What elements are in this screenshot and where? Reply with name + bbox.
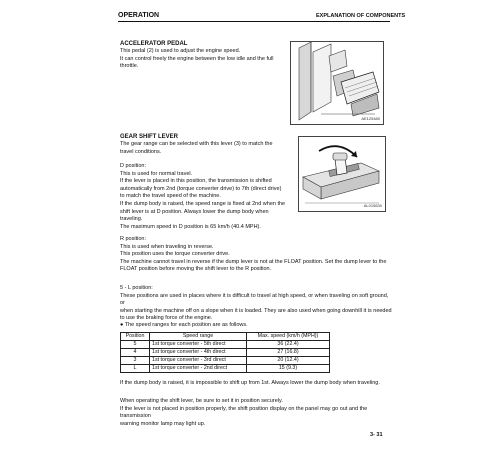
d-position-line: traveling. (120, 216, 143, 223)
d-position-line: shift lever is at D position. Always lower the dump body when (120, 208, 269, 215)
d-position-line: The maximum speed in D position is 65 km/h (40.4 MPH). (120, 223, 261, 230)
cell-max-speed: 36 (22.4) (247, 341, 330, 349)
r-position-line: R position: (120, 236, 146, 242)
cell-position: 3 (121, 357, 150, 365)
l-position-line: when starting the machine off on a slope when it is loaded. They are also used when going downhill it is needed (120, 307, 392, 314)
bullet-icon: ● (120, 322, 124, 328)
closing-line: warning monitor lamp may light up. (120, 420, 206, 427)
d-position-line: to match the travel speed of the machine. (120, 193, 221, 200)
l-position-line: 5 - L position: (120, 285, 153, 291)
table-header-row (121, 333, 330, 341)
d-position-line: If the dump body is raised, the speed range is fixed at 2nd when the (120, 200, 286, 207)
column-header-speed-range: Speed range (150, 333, 247, 341)
page-header-title: EXPLANATION OF COMPONENTS (316, 13, 406, 19)
speed-range-table (120, 332, 330, 373)
cell-speed-range: 1st torque converter - 5th direct (150, 341, 247, 349)
cell-max-speed: 20 (12.4) (247, 357, 330, 365)
page-number: 3- 31 (370, 432, 383, 438)
table-row (121, 349, 330, 357)
header-divider (118, 21, 390, 22)
d-position-line: If the lever is placed in this position, the transmission is shifted (120, 178, 272, 185)
accelerator-pedal-illustration (291, 42, 383, 124)
dump-body-note (120, 380, 392, 388)
cell-position: L (121, 365, 150, 373)
d-position-line: D position: (120, 163, 146, 169)
cell-max-speed: 15 (9.3) (247, 365, 330, 373)
table-row (121, 357, 330, 365)
accelerator-line: It can control freely the engine between the low idle and the full (120, 55, 274, 62)
d-position-text (120, 163, 298, 231)
accelerator-line: throttle. (120, 63, 139, 70)
speed-range-note (120, 322, 248, 330)
cell-position: 5 (121, 341, 150, 349)
d-position-line: This is used for normal travel. (120, 170, 193, 177)
r-position-line: FLOAT position before moving the shift lever to the R position. (120, 266, 272, 273)
accelerator-line: This pedal (2) is used to adjust the engine speed. (120, 48, 241, 54)
cell-speed-range: 1st torque converter - 2nd direct (150, 365, 247, 373)
accelerator-pedal-figure (290, 41, 384, 125)
column-header-max-speed: Max. speed (km/h (MPH)) (247, 333, 330, 341)
column-header-position: Position (121, 333, 150, 341)
accelerator-heading: ACCELERATOR PEDAL (120, 41, 188, 47)
section-title: OPERATION (118, 12, 160, 19)
table-row (121, 365, 330, 373)
l-position-line: These positions are used in places where it is difficult to travel at high speed, or when traveling on soft ground, or (120, 292, 389, 307)
gear-shift-intro-line: travel conditions. (120, 148, 162, 155)
cell-speed-range: 1st torque converter - 3rd direct (150, 357, 247, 365)
dump-body-note-line: If the dump body is raised, it is impossible to shift up from 1st. Always lower the dump body when traveling. (120, 380, 380, 386)
cell-position: 4 (121, 349, 150, 357)
closing-text (120, 398, 392, 428)
d-position-line: automatically from 2nd (torque converter drive) to 7th (direct drive) (120, 185, 282, 192)
gear-figure-code: AL015630 (363, 203, 382, 209)
closing-line: When operating the shift lever, be sure to set it in position securely. (120, 398, 283, 404)
r-position-line: This is used when traveling in reverse. (120, 243, 214, 250)
gear-shift-intro (120, 141, 300, 156)
cell-max-speed: 27 (16.8) (247, 349, 330, 357)
r-position-line: The machine cannot travel in reverse if the dump lever is not at the FLOAT position. Set the dump lever to the (120, 258, 387, 265)
closing-line: If the lever is not placed in position properly, the shift position display on the panel may go out and the transmission (120, 405, 368, 420)
gear-shift-heading: GEAR SHIFT LEVER (120, 134, 179, 140)
r-position-text (120, 236, 392, 274)
cell-speed-range: 1st torque converter - 4th direct (150, 349, 247, 357)
speed-range-note-text: The speed ranges for each position are as follows. (124, 322, 248, 328)
table-row (121, 341, 330, 349)
l-position-line: to use the braking force of the engine. (120, 315, 213, 322)
gear-shift-figure (298, 136, 386, 212)
gear-shift-illustration (299, 137, 385, 211)
accelerator-figure-code: AE125480 (361, 116, 380, 122)
gear-shift-intro-line: The gear range can be selected with this lever (3) to match the (120, 141, 273, 147)
r-position-line: This position uses the torque converter drive. (120, 251, 230, 258)
accelerator-text (120, 48, 300, 71)
l-position-text (120, 285, 392, 323)
